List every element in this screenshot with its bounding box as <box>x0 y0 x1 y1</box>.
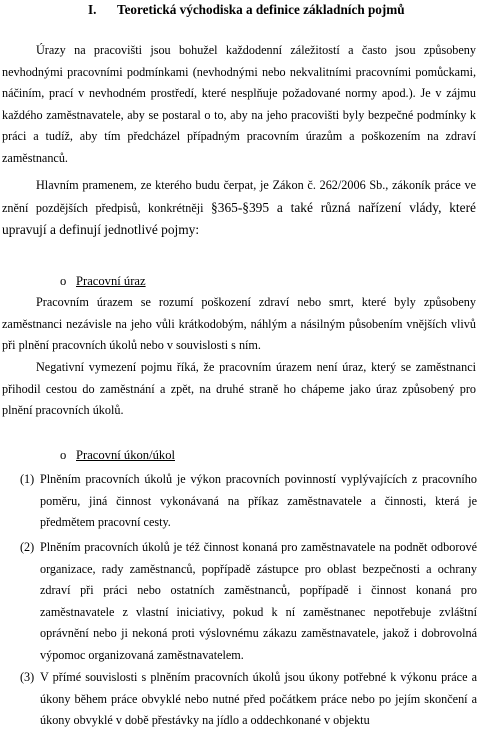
section-title: Pracovní úkon/úkol <box>76 448 175 462</box>
list-item-number: (1) <box>20 472 35 486</box>
list-item-text: V přímé souvislosti s plněním pracovních úkolů jsou úkony potřebné k výkonu práce a úkony během práce obvyklé nebo nutné před počátkem práce nebo po jejím skončení a úkony obvyklé v době přestávky na jídlo a oddechkonané v objektu <box>40 670 477 728</box>
section1-paragraph-1: Pracovním úrazem se rozumí poškození zdraví nebo smrt, které byly způsobeny zaměstnanci nezávisle na jeho vůli krátkodobým, náhlým a násilným působením vnějších vlivů při plnění pracovních úkolů nebo v souvislosti s ním. <box>2 295 476 353</box>
intro-paragraph-2-part-2: §365-§395 a také různá nařízení vlády, které upravují a definují jednotlivé pojmy: <box>2 199 476 238</box>
chapter-title: Teoretická východiska a definice základních pojmů <box>117 2 405 17</box>
chapter-number: I. <box>88 2 97 17</box>
intro-paragraph-2-part-1: Hlavním pramenem, ze kterého budu čerpat, je Zákon č. 262/2006 Sb., zákoník práce ve znění pozdějších předpisů, konkrétněji <box>2 178 476 215</box>
list-item-text: Plněním pracovních úkolů je též činnost konaná pro zaměstnavatele na podnět odborové organizace, rady zaměstnanců, popřípadě zástupce pro oblast bezpečnosti a ochrany zdraví při práci nebo ostatních zaměstnanců, popřípadě i činnost konaná pro zaměstnavatele z vlastní iniciativy, pokud k ní zaměstnanec nepotřebuje zvláštní oprávnění nebo ji nekoná proti výslovnému zákazu zaměstnavatele, jakož i dobrovolná výpomoc organizovaná zaměstnavatelem. <box>40 540 477 662</box>
list-item-text: Plněním pracovních úkolů je výkon pracovních povinností vyplývajících z pracovního poměru, jiná činnost vykonávaná na příkaz zaměstnavatele a činnosti, která je předmětem pracovní cesty. <box>40 472 477 530</box>
list-item-number: (3) <box>20 670 35 684</box>
intro-paragraph-1: Úrazy na pracovišti jsou bohužel každodenní záležitostí a často jsou způsobeny nevhodnými pracovními podmínkami (nevhodnými nebo nekvalitními pracovními pomůckami, náčiním, prací v nevhodném prostředí, které nesplňuje požadované normy apod.). Je v zájmu každého zaměstnavatele, aby se postaral o to, aby na jeho pracovišti byly bezpečné podmínky k práci a tudíž, aby tím předcházel případným pracovním úrazům a poškozením na zdraví zaměstnanců. <box>2 43 476 165</box>
section1-paragraph-2: Negativní vymezení pojmu říká, že pracovním úrazem není úraz, který se zaměstnanci přihodil cestou do zaměstnání a zpět, na druhé straně ho chápeme jako úraz způsobený pro plnění pracovních úkolů. <box>2 360 476 418</box>
bullet-icon: o <box>60 274 67 288</box>
list-item-number: (2) <box>20 540 35 554</box>
section-title: Pracovní úraz <box>76 274 146 288</box>
bullet-icon: o <box>60 448 67 462</box>
intro-paragraph-2 <box>2 175 476 242</box>
